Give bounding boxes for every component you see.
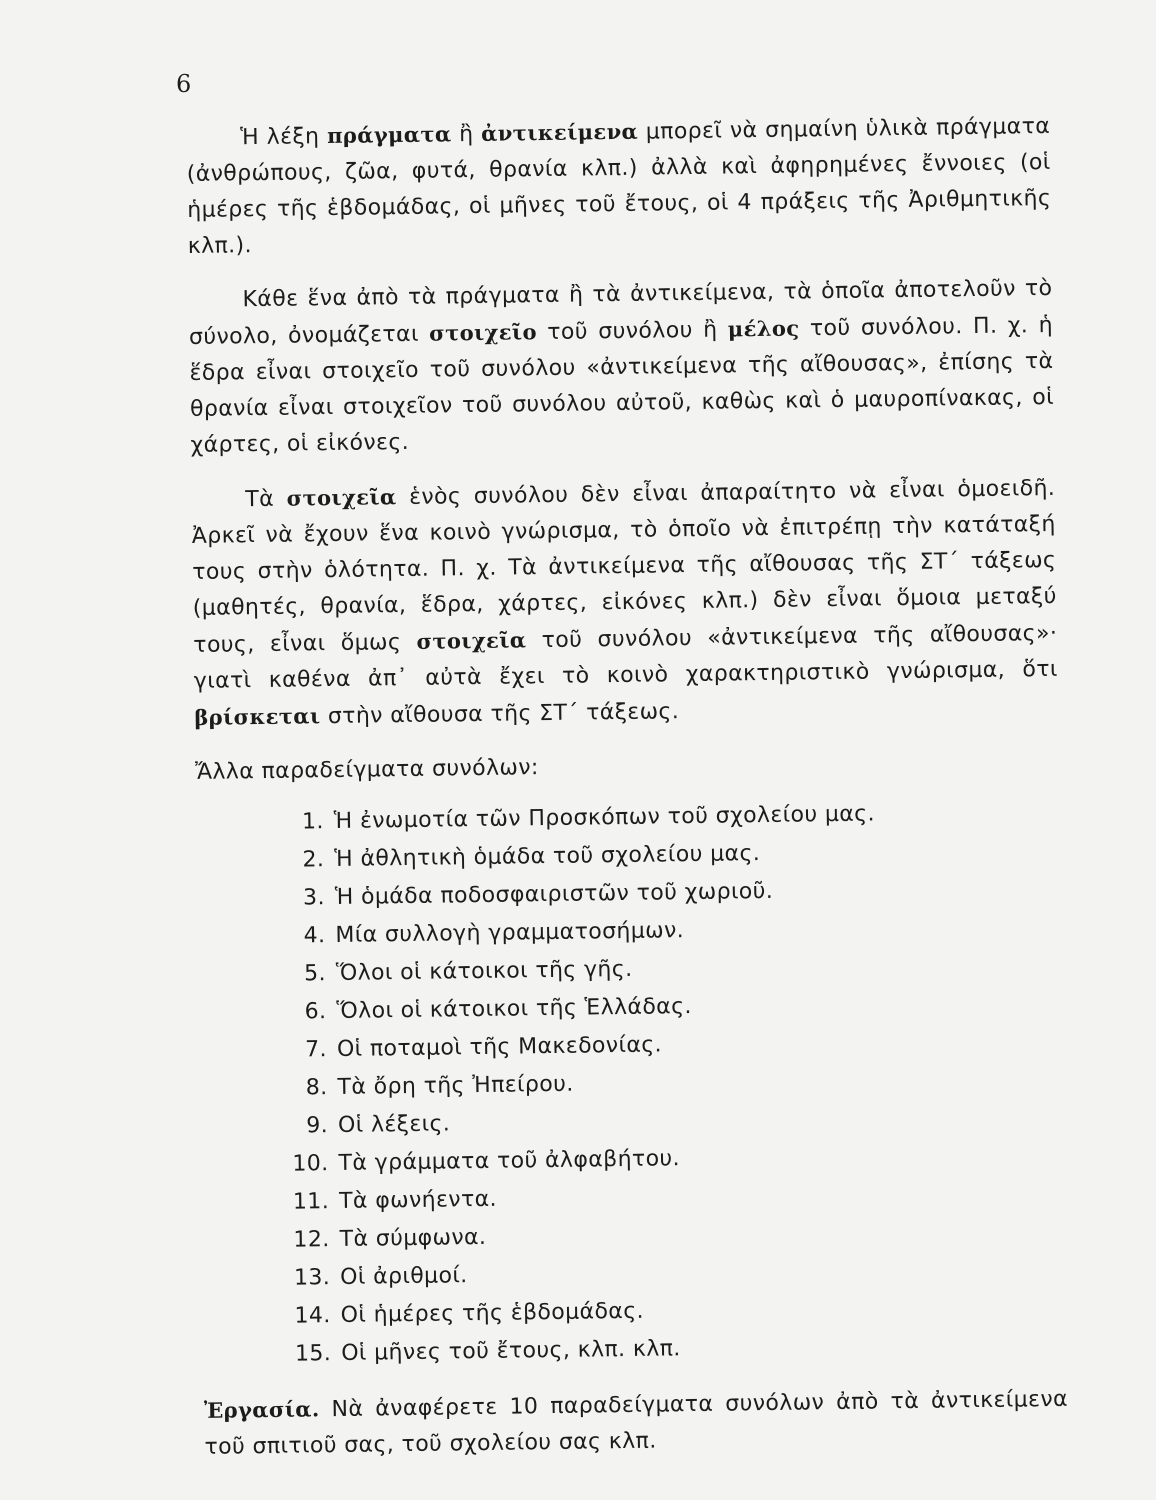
- list-item: 3. Ἡ ὁμάδα ποδοσφαιριστῶν τοῦ χωριοῦ.: [302, 878, 774, 911]
- paragraph-definition: Ἡ λέξη πράγματα ἢ ἀντικείμενα μπορεῖ νὰ σημαίνη ὑλικὰ πράγματα (ἀνθρώπους, ζῶα, φυτά, θρανία κλπ.) ἀλλὰ καὶ ἀφηρημένες ἔννοιες (οἱ ἡμέρες τῆς ἑβδομάδας, οἱ μῆνες τοῦ ἔτους, οἱ 4 πράξεις τῆς Ἀριθμητικῆς κλπ.).: [186, 113, 1052, 259]
- paragraph-elements-nature: Τὰ στοιχεῖα ἑνὸς συνόλου δὲν εἶναι ἀπαραίτητο νὰ εἶναι ὁμοειδῆ. Ἀρκεῖ νὰ ἔχουν ἕνα κοινὸ γνώρισμα, τὸ ὁποῖο νὰ ἐπιτρέπῃ τὴν κατάταξή τους στὴν ὁλότητα. Π. χ. Τὰ ἀντικείμενα τῆς αἴθουσας τῆς ΣΤ΄ τάξεως (μαθητές, θρανία, ἕδρα, χάρτες, εἰκόνες κλπ.) δὲν εἶναι ὅμοια μεταξύ τους, εἶναι ὅμως στοιχεῖα τοῦ συνόλου «ἀντικείμενα τῆς αἴθουσας»· γιατὶ καθένα ἀπ᾽ αὐτὰ ἔχει τὸ κοινὸ χαρακτηριστικὸ γνώρισμα, ὅτι βρίσκεται στὴν αἴθουσα τῆς ΣΤ΄ τάξεως.: [191, 475, 1058, 730]
- exercise-paragraph: Ἐργασία. Νὰ ἀναφέρετε 10 παραδείγματα συνόλων ἀπὸ τὰ ἀντικείμενα τοῦ σπιτιοῦ σας, τοῦ σχολείου σας κλπ.: [203, 1386, 1069, 1460]
- examples-list: [196, 793, 1068, 1375]
- term-vrisketai: βρίσκεται: [194, 703, 321, 730]
- list-item: 11. Τὰ φωνήεντα.: [292, 1186, 498, 1215]
- list-item: 6. Ὅλοι οἱ κάτοικοι τῆς Ἑλλάδας.: [304, 994, 692, 1025]
- examples-heading: Ἄλλα παραδείγματα συνόλων:: [194, 755, 539, 785]
- list-item: 2. Ἡ ἀθλητικὴ ὁμάδα τοῦ σχολείου μας.: [302, 841, 761, 873]
- list-item: 7. Οἱ ποταμοὶ τῆς Μακεδονίας.: [305, 1032, 663, 1063]
- term-stoixeia: στοιχεῖα: [286, 484, 397, 511]
- list-item: 4. Μία συλλογὴ γραμματοσήμων.: [303, 918, 685, 949]
- term-stoixeia-2: στοιχεῖα: [416, 627, 527, 654]
- list-item: 15. Οἱ μῆνες τοῦ ἔτους, κλπ. κλπ.: [294, 1336, 681, 1367]
- term-antikeimena: ἀντικείμενα: [480, 118, 639, 146]
- list-item: 5. Ὅλοι οἱ κάτοικοι τῆς γῆς.: [303, 956, 633, 987]
- list-item: 8. Τὰ ὄρη τῆς Ἠπείρου.: [305, 1071, 574, 1101]
- list-item: 12. Τὰ σύμφωνα.: [293, 1224, 487, 1253]
- term-pragmata: πράγματα: [326, 121, 452, 149]
- paragraph-element: Κάθε ἕνα ἀπὸ τὰ πράγματα ἢ τὰ ἀντικείμενα, τὰ ὁποῖα ἀποτελοῦν τὸ σύνολο, ὀνομάζεται στοιχεῖο τοῦ συνόλου ἢ μέλος τοῦ συνόλου. Π. χ. ἡ ἕδρα εἶναι στοιχεῖο τοῦ συνόλου «ἀντικείμενα τῆς αἴθουσας», ἐπίσης τὰ θρανία εἶναι στοιχεῖον τοῦ συνόλου αὐτοῦ, καθὼς καὶ ὁ μαυροπίνακας, οἱ χάρτες, οἱ εἰκόνες.: [188, 275, 1055, 458]
- list-item: 10. Τὰ γράμματα τοῦ ἀλφαβήτου.: [292, 1146, 681, 1177]
- body-text: [186, 108, 1069, 1484]
- term-melos: μέλος: [727, 315, 800, 342]
- exercise-label: Ἐργασία.: [203, 1396, 320, 1423]
- list-item: 13. Οἱ ἀριθμοί.: [293, 1263, 468, 1291]
- list-item: 14. Οἱ ἡμέρες τῆς ἑβδομάδας.: [294, 1298, 645, 1329]
- list-item: 9. Οἱ λέξεις.: [306, 1111, 451, 1139]
- page-number: 6: [176, 70, 192, 98]
- list-item: 1. Ἡ ἐνωμοτία τῶν Προσκόπων τοῦ σχολείου μας.: [301, 801, 876, 835]
- term-stoixeio: στοιχεῖο: [429, 319, 538, 346]
